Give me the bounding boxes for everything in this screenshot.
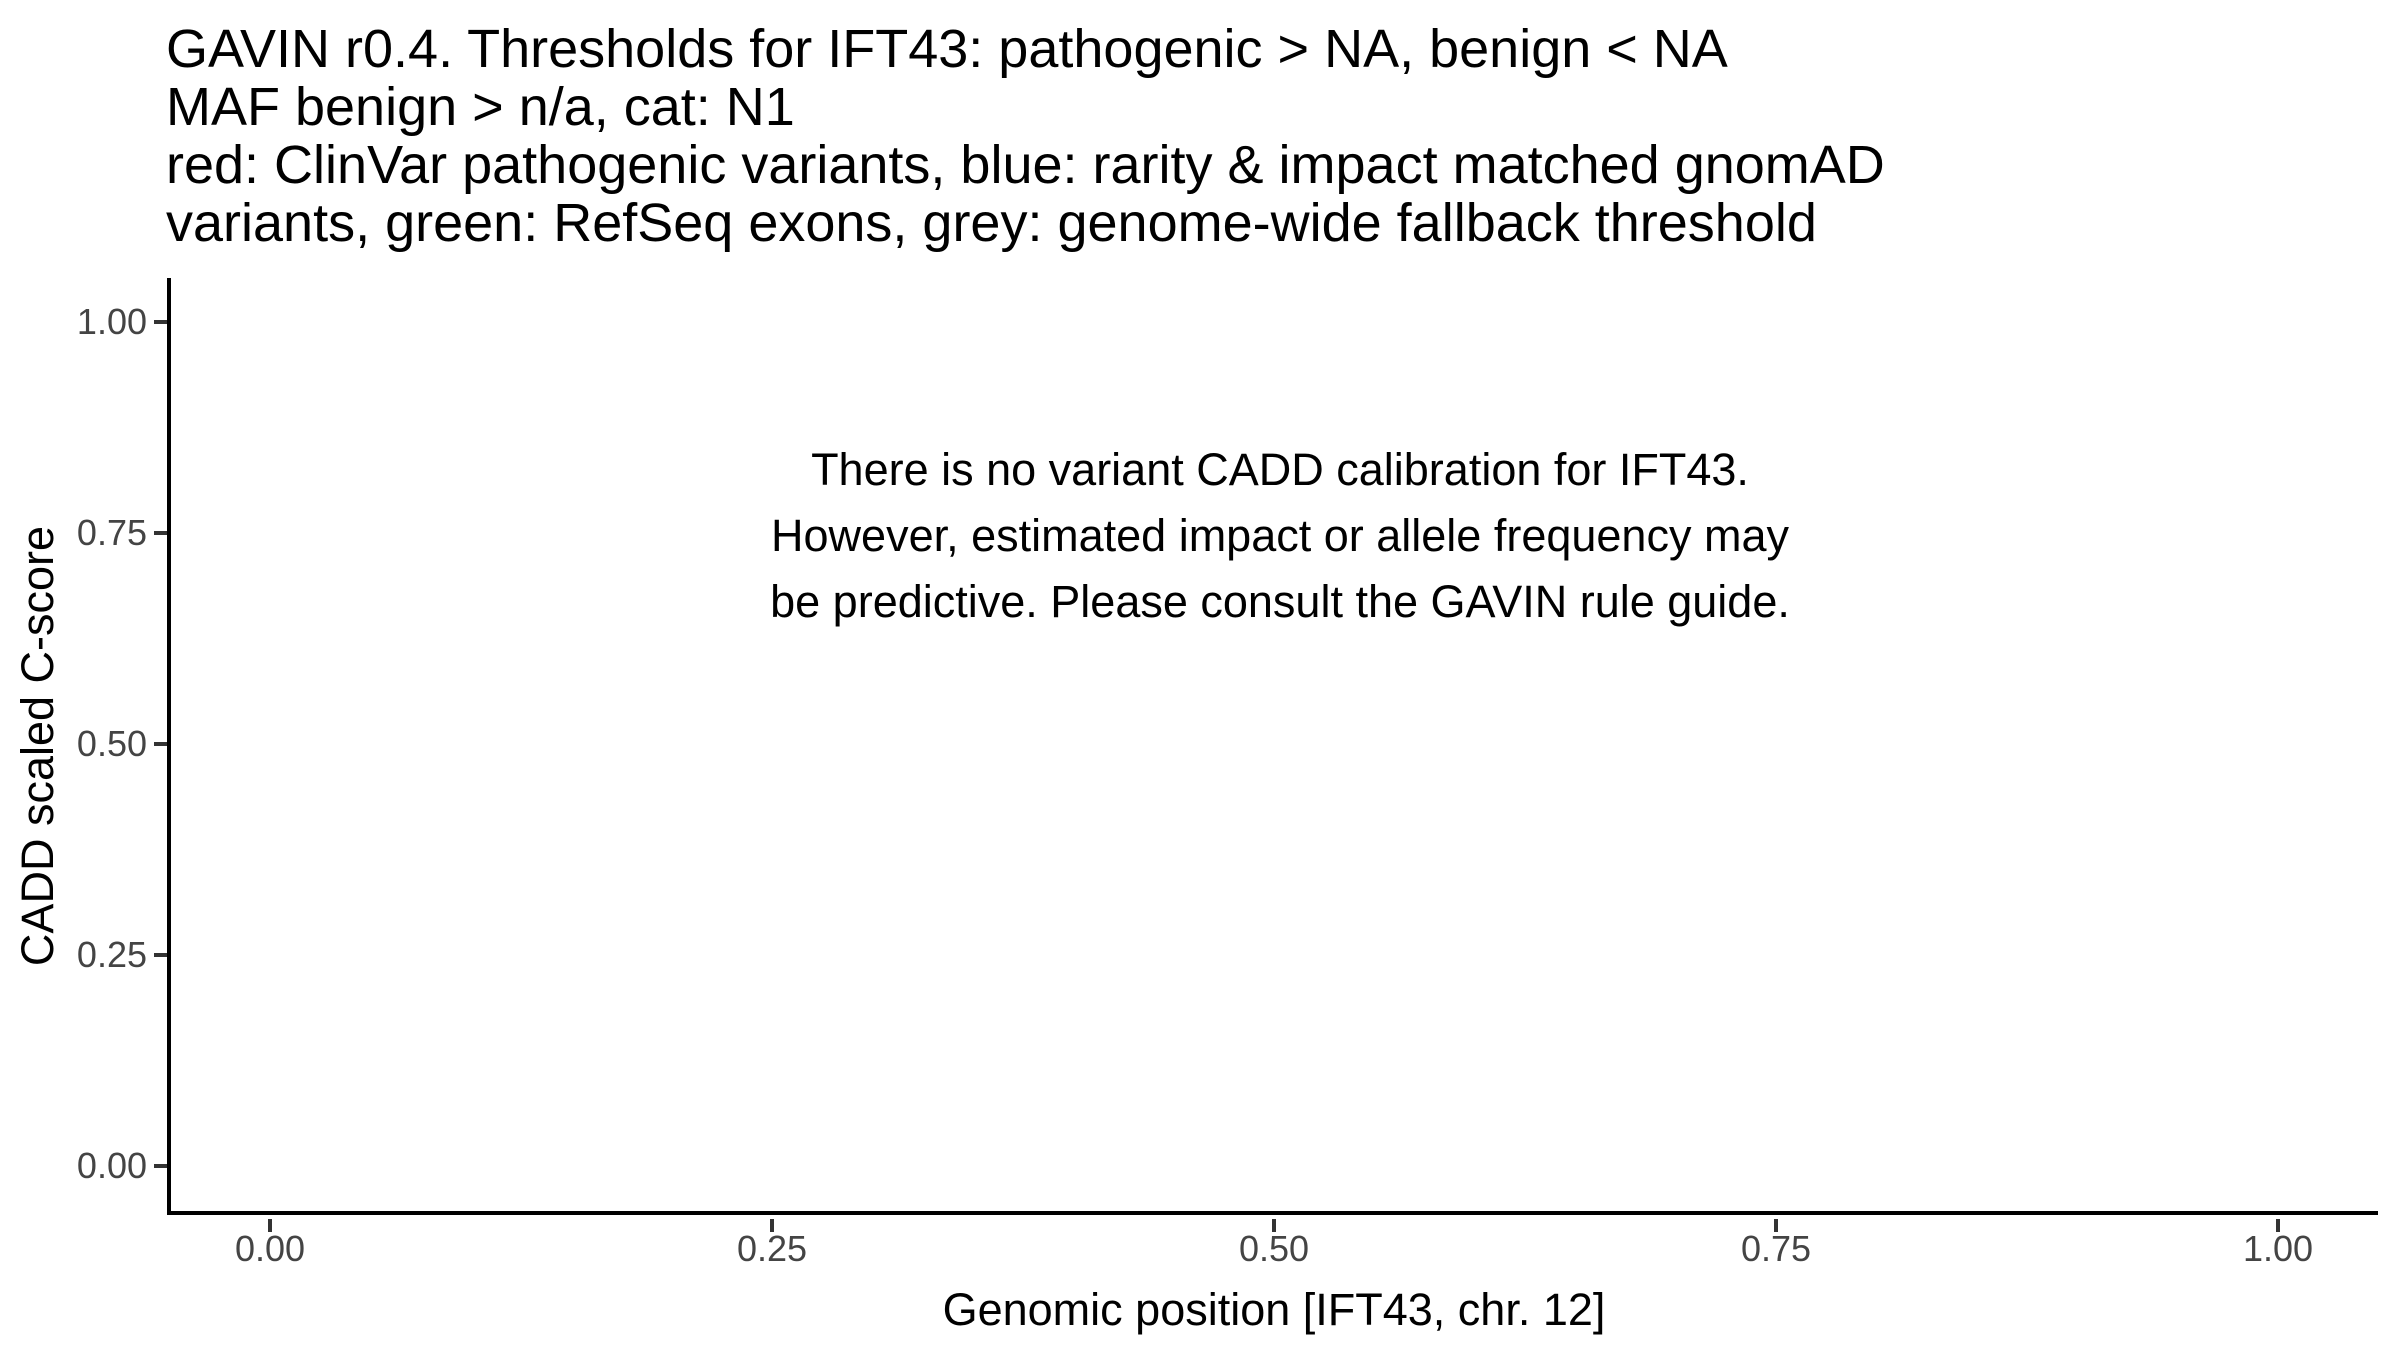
- x-tick-label-0.25: 0.25: [736, 1228, 808, 1269]
- chart-title-line-1: GAVIN r0.4. Thresholds for IFT43: pathogenic > NA, benign < NA: [166, 19, 1728, 79]
- annotation-line-1: There is no variant CADD calibration for IFT43.: [811, 444, 1749, 495]
- y-axis-title: CADD scaled C-score: [12, 525, 63, 967]
- chart-title: [166, 20, 1885, 252]
- x-tick-label-0.75: 0.75: [1740, 1228, 1812, 1269]
- x-axis-title: Genomic position [IFT43, chr. 12]: [942, 1284, 1606, 1335]
- y-tick-label-0.75: 0.75: [76, 512, 147, 553]
- chart-title-line-4: variants, green: RefSeq exons, grey: genome-wide fallback threshold: [166, 193, 1817, 253]
- y-tick-mark-0.25: [154, 953, 167, 957]
- x-tick-label-0.50: 0.50: [1238, 1228, 1310, 1269]
- no-calibration-annotation: [580, 437, 1980, 635]
- annotation-line-2: However, estimated impact or allele frequency may: [771, 510, 1789, 561]
- annotation-line-3: be predictive. Please consult the GAVIN rule guide.: [770, 576, 1790, 627]
- y-tick-label-0.25: 0.25: [76, 934, 147, 975]
- y-tick-label-0.50: 0.50: [76, 723, 147, 764]
- x-tick-label-1.00: 1.00: [2242, 1228, 2314, 1269]
- y-tick-mark-0.75: [154, 531, 167, 535]
- y-tick-mark-0.50: [154, 742, 167, 746]
- y-tick-mark-0.00: [154, 1164, 167, 1168]
- plot-panel: [167, 278, 2378, 1215]
- chart-title-line-3: red: ClinVar pathogenic variants, blue: rarity & impact matched gnomAD: [166, 135, 1885, 195]
- y-tick-label-0.00: 0.00: [76, 1145, 147, 1186]
- y-tick-label-1.00: 1.00: [76, 301, 147, 342]
- x-tick-label-0.00: 0.00: [234, 1228, 306, 1269]
- chart-title-line-2: MAF benign > n/a, cat: N1: [166, 77, 795, 137]
- y-tick-mark-1.00: [154, 320, 167, 324]
